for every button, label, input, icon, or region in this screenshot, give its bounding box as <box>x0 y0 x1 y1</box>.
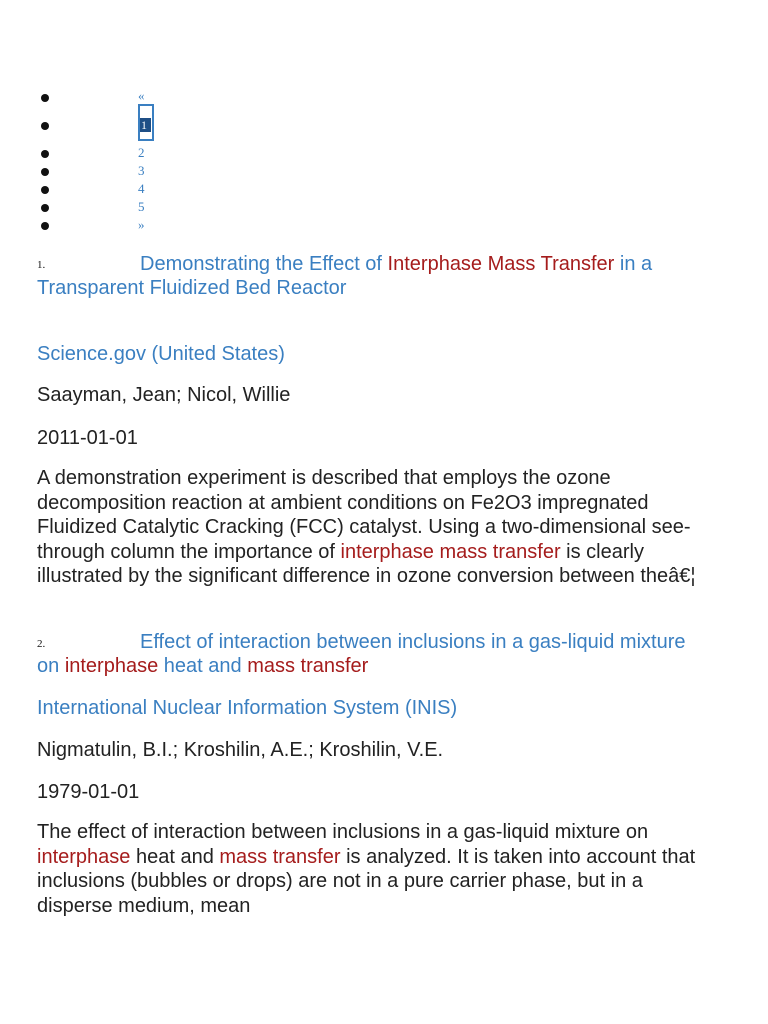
result-number: 2. <box>37 638 46 650</box>
title-text: in a Transparent Fluidized Bed Reactor <box>37 253 653 299</box>
abstract-text: is clearly illustrated by the significant difference in ozone conversion between theâ€¦ <box>37 540 696 587</box>
list-bullet <box>41 168 49 176</box>
prev-page-link[interactable]: « <box>138 88 145 103</box>
page-link-3[interactable]: 3 <box>138 163 145 178</box>
list-bullet <box>41 222 49 230</box>
pagination <box>0 0 768 240</box>
title-text: heat and <box>158 655 248 677</box>
result-source-link[interactable]: International Nuclear Information System (INIS) <box>37 697 458 719</box>
page-link-4[interactable]: 4 <box>138 181 145 196</box>
abstract-highlight: mass transfer <box>219 845 341 868</box>
list-bullet <box>41 186 49 194</box>
next-page-link[interactable]: » <box>138 217 145 232</box>
result-date: 2011-01-01 <box>37 427 138 449</box>
result-abstract <box>37 820 697 918</box>
result-number: 1. <box>37 259 46 271</box>
list-bullet <box>41 204 49 212</box>
title-highlight: mass transfer <box>247 655 369 677</box>
page-link-2[interactable]: 2 <box>138 145 145 160</box>
abstract-highlight: interphase <box>37 845 131 868</box>
list-bullet <box>41 150 49 158</box>
abstract-text: The effect of interaction between inclusions in a gas-liquid mixture on <box>37 821 649 843</box>
title-highlight: interphase <box>64 655 159 677</box>
abstract-highlight: interphase mass transfer <box>340 540 561 563</box>
result-date: 1979-01-01 <box>37 781 140 803</box>
title-highlight: Interphase Mass Transfer <box>387 253 615 275</box>
list-bullet <box>41 122 49 130</box>
list-bullet <box>41 94 49 102</box>
abstract-text: heat and <box>130 845 220 868</box>
result-authors: Nigmatulin, B.I.; Kroshilin, A.E.; Kroshilin, V.E. <box>37 739 444 761</box>
result-title-link[interactable] <box>37 252 697 300</box>
abstract-text: A demonstration experiment is described that employs the ozone decomposition reaction at ambient conditions on Fe2O3 impregnated Fluidized Catalytic Cracking (FCC) catalyst. Using a two-dimensional see-through column the importance of <box>37 467 691 563</box>
page-link-5[interactable]: 5 <box>138 199 145 214</box>
abstract-text: is analyzed. It is taken into account that inclusions (bubbles or drops) are not in a pure carrier phase, but in a disperse medium, mean <box>37 845 696 917</box>
result-abstract <box>37 466 697 589</box>
title-text: Effect of interaction between inclusions in a gas-liquid mixture on <box>37 631 686 677</box>
current-page-number: 1 <box>140 118 151 132</box>
result-source-link[interactable]: Science.gov (United States) <box>37 343 285 365</box>
title-text: Demonstrating the Effect of <box>140 253 388 275</box>
result-title-link[interactable] <box>37 630 697 678</box>
result-authors: Saayman, Jean; Nicol, Willie <box>37 384 291 406</box>
current-page[interactable] <box>138 104 154 141</box>
